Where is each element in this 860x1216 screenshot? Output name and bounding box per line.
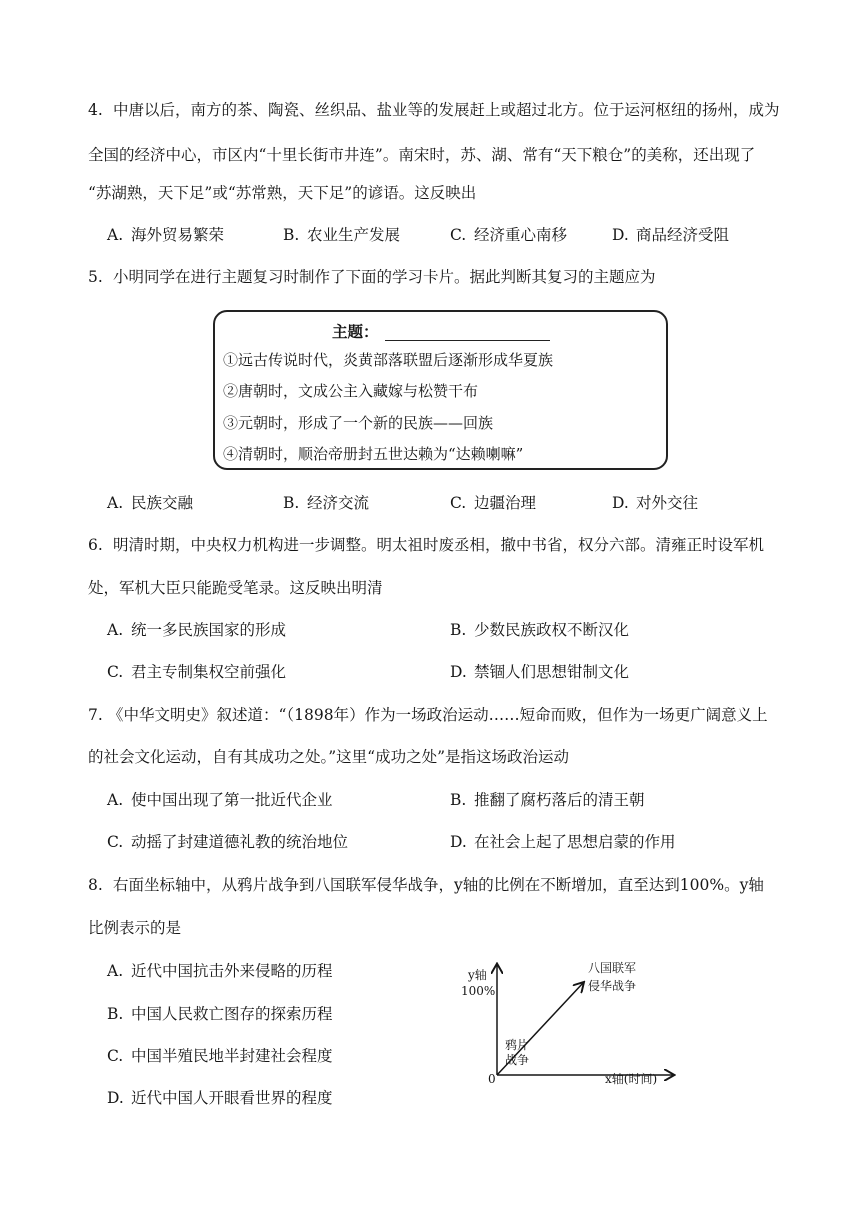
origin-label: 0 (488, 1072, 496, 1086)
option-text: 民族交融 (131, 494, 194, 512)
option-text: 中国人民救亡图存的探索历程 (131, 1005, 333, 1023)
q4-option-c (450, 225, 567, 245)
q6-stem-line: 处，军机大臣只能跪受笔录。这反映出明清 (88, 579, 383, 597)
q8-stem-line: 比例表示的是 (88, 919, 182, 937)
option-label: A. (107, 226, 124, 244)
option-label: C. (107, 1047, 124, 1065)
q5-stem-line: 小明同学在进行主题复习时制作了下面的学习卡片。据此判断其复习的主题应为 (113, 268, 656, 286)
card-title: 主题： (332, 322, 379, 341)
study-card (213, 310, 668, 470)
q7-option-a (107, 790, 333, 810)
y-axis-label: y轴 (468, 968, 487, 982)
option-text: 经济交流 (307, 494, 370, 512)
q7-stem-line: 《中华文明史》叙述道：“（1898年）作为一场政治运动……短命而败，但作为一场更广阔意义上 (108, 706, 768, 724)
card-item: ①远古传说时代，炎黄部落联盟后逐渐形成华夏族 (223, 351, 554, 369)
q8-number: 8. (88, 876, 103, 894)
option-text: 中国半殖民地半封建社会程度 (131, 1047, 333, 1065)
q8-option-b (107, 1004, 333, 1024)
q4-stem-line: 中唐以后，南方的茶、陶瓷、丝织品、盐业等的发展赶上或超过北方。位于运河枢纽的扬州，成为 (113, 101, 780, 119)
option-text: 君主专制集权空前强化 (131, 663, 287, 681)
option-text: 禁锢人们思想钳制文化 (474, 663, 630, 681)
option-label: A. (107, 621, 124, 639)
q4-stem-line: 全国的经济中心，市区内“十里长街市井连”。南宋时，苏、湖、常有“天下粮仓”的美称，还出现了 (88, 146, 756, 164)
q5-option-c (450, 493, 536, 513)
start-event-label: 战争 (505, 1053, 530, 1067)
option-label: B. (450, 791, 467, 809)
end-event-label: 侵华战争 (588, 979, 637, 993)
q8-option-d (107, 1088, 333, 1108)
option-label: A. (107, 962, 124, 980)
option-label: D. (612, 226, 629, 244)
x-axis-label: x轴(时间) (605, 1072, 658, 1086)
option-label: D. (450, 663, 467, 681)
option-label: A. (107, 494, 124, 512)
option-text: 边疆治理 (474, 494, 537, 512)
option-label: B. (283, 226, 300, 244)
option-label: D. (107, 1089, 124, 1107)
option-text: 农业生产发展 (307, 226, 401, 244)
option-text: 推翻了腐朽落后的清王朝 (474, 791, 645, 809)
q7-option-b (450, 790, 645, 810)
option-text: 动摇了封建道德礼教的统治地位 (131, 833, 349, 851)
q5-number: 5. (88, 268, 103, 286)
option-label: B. (283, 494, 300, 512)
q4-option-b (283, 225, 400, 245)
option-text: 使中国出现了第一批近代企业 (131, 791, 333, 809)
q8-option-a (107, 961, 333, 981)
option-label: B. (107, 1005, 124, 1023)
option-label: D. (612, 494, 629, 512)
option-text: 少数民族政权不断汉化 (474, 621, 630, 639)
end-event-label: 八国联军 (588, 961, 637, 975)
option-text: 近代中国人开眼看世界的程度 (131, 1089, 333, 1107)
q4-option-a (107, 225, 224, 245)
option-text: 统一多民族国家的形成 (131, 621, 287, 639)
option-text: 海外贸易繁荣 (131, 226, 225, 244)
q4-number: 4. (88, 101, 103, 119)
q8-coordinate-graph (455, 955, 680, 1090)
start-event-label: 鸦片 (505, 1038, 530, 1052)
option-text: 近代中国抗击外来侵略的历程 (131, 962, 333, 980)
q5-option-b (283, 493, 369, 513)
q6-number: 6. (88, 536, 103, 554)
q6-option-d (450, 662, 629, 682)
q5-option-a (107, 493, 193, 513)
option-label: C. (450, 226, 467, 244)
q8-stem-line: 右面坐标轴中，从鸦片战争到八国联军侵华战争，y轴的比例在不断增加，直至达到100%。y轴 (113, 876, 764, 894)
option-text: 对外交往 (636, 494, 699, 512)
q6-option-c (107, 662, 286, 682)
q7-option-c (107, 832, 348, 852)
card-item: ②唐朝时，文成公主入藏嫁与松赞干布 (223, 382, 479, 400)
card-title-blank (385, 340, 550, 341)
card-item: ④清朝时，顺治帝册封五世达赖为“达赖喇嘛” (223, 445, 524, 463)
card-item: ③元朝时，形成了一个新的民族——回族 (223, 414, 494, 432)
q4-stem-line: “苏湖熟，天下足”或“苏常熟，天下足”的谚语。这反映出 (88, 184, 477, 202)
option-label: D. (450, 833, 467, 851)
option-label: C. (107, 833, 124, 851)
option-text: 经济重心南移 (474, 226, 568, 244)
q6-option-b (450, 620, 629, 640)
q4-option-d (612, 225, 729, 245)
option-label: A. (107, 791, 124, 809)
option-label: C. (450, 494, 467, 512)
q7-option-d (450, 832, 676, 852)
option-label: B. (450, 621, 467, 639)
q8-option-c (107, 1046, 333, 1066)
q6-option-a (107, 620, 286, 640)
option-label: C. (107, 663, 124, 681)
option-text: 商品经济受阻 (636, 226, 730, 244)
q5-option-d (612, 493, 698, 513)
y-max-label: 100% (461, 984, 496, 998)
option-text: 在社会上起了思想启蒙的作用 (474, 833, 676, 851)
q7-stem-line: 的社会文化运动，自有其成功之处。”这里“成功之处”是指这场政治运动 (88, 748, 570, 766)
q7-number: 7. (88, 706, 103, 724)
q6-stem-line: 明清时期，中央权力机构进一步调整。明太祖时废丞相，撤中书省，权分六部。清雍正时设军机 (113, 536, 765, 554)
